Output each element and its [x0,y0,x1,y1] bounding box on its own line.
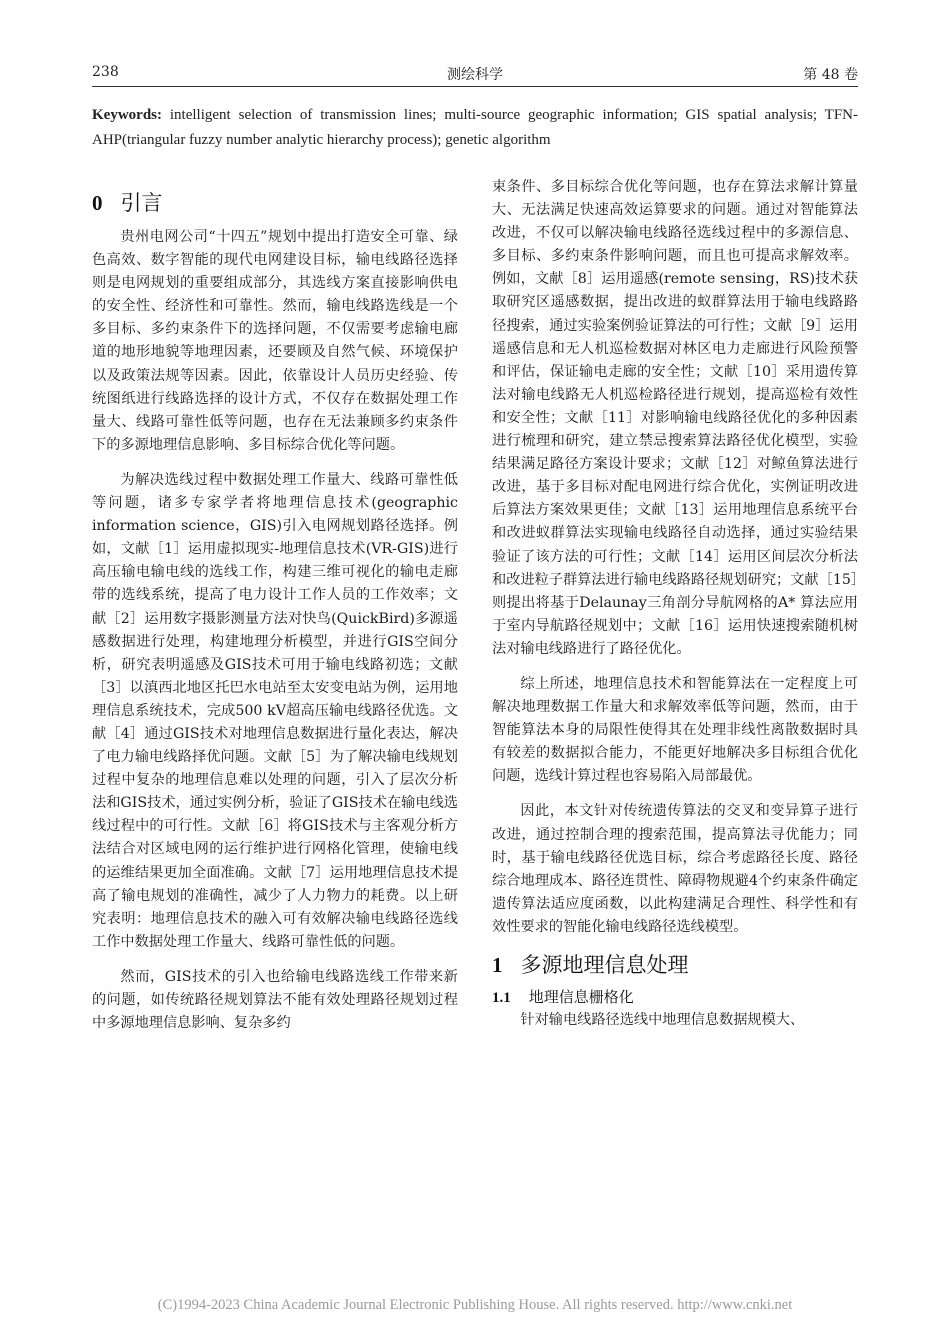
section-1-title: 多源地理信息处理 [520,953,689,977]
left-column [92,176,458,1035]
keywords-label: Keywords: [92,107,162,123]
intro-paragraph-5: 因此，本文针对传统遗传算法的交叉和变异算子进行改进，通过控制合理的搜索范围，提高算法寻优能力；同时，基于输电线路径优选目标，综合考虑路径长度、路径综合地理成本、路径连贯性、障碍物规避4个约束条件确定遗传算法适应度函数，以此构建满足合理性、科学性和有效性要求的智能化输电线路径选线模型。 [492,803,858,935]
section-1-heading [492,945,858,985]
subsection-1-1-number: 1.1 [492,990,511,1006]
subsection-1-1-paragraph: 针对输电线路径选线中地理信息数据规模大、 [520,1012,805,1028]
right-column [492,176,858,1032]
subsection-1-1-heading [492,985,858,1009]
intro-paragraph-3b: 束条件、多目标综合优化等问题，也存在算法求解计算量大、无法满足快速高效运算要求的问题。通过对智能算法改进，不仅可以解决输电线路径选线过程中的多源信息、多目标、多约束条件影响问题，而且也可提高求解效率。例如，文献［8］运用遥感(remote sensing，RS)技术获取研究区遥感数据，提出改进的蚁群算法用于输电线路路径搜索，通过实验案例验证算法的可行性；文献［9］运用遥感信息和无人机巡检数据对林区电力走廊进行风险预警和评估，保证输电走廊的安全性；文献［10］采用遗传算法对输电线路无人机巡检路径进行规划，提高巡检有效性和安全性；文献［11］对影响输电线路径优化的多种因素进行梳理和研究，建立禁忌搜索算法路径优化模型，实验结果满足路径方案设计要求；文献［12］对鲸鱼算法进行改进，基于多目标对配电网进行综合优化，实例证明改进后算法方案效果更佳；文献［13］运用地理信息系统平台和改进蚁群算法实现输电线路径自动选择，通过实验结果验证了该方法的可行性；文献［14］运用区间层次分析法和改进粒子群算法进行输电线路路径规划研究；文献［15］则提出将基于Delaunay三角剖分导航网格的A* 算法应用于室内导航路径规划中；文献［16］运用快速搜索随机树法对输电线路进行了路径优化。 [492,179,858,657]
section-0-title: 引言 [120,191,163,215]
intro-paragraph-4: 综上所述，地理信息技术和智能算法在一定程度上可解决地理数据工作量大和求解效率低等问题，然而，由于智能算法本身的局限性使得其在处理非线性离散数据时具有较差的数据拟合能力，不能更好地解决多目标组合优化问题，选线计算过程也容易陷入局部最优。 [492,675,858,785]
keywords-text: intelligent selection of transmission lines; multi-source geographic information; GIS spatial analysis; TFN-AHP(triangular fuzzy number analytic hierarchy process); genetic algorithm [92,107,858,148]
section-1-number: 1 [492,953,503,977]
header-rule [92,86,858,87]
subsection-1-1-title: 地理信息栅格化 [528,988,634,1006]
intro-paragraph-1: 贵州电网公司“十四五”规划中提出打造安全可靠、绿色高效、数字智能的现代电网建设目标，输电线路径选择则是电网规划的重要组成部分，其选线方案直接影响供电的安全性、经济性和可靠性。然而，输电线路选线是一个多目标、多约束条件下的选择问题，不仅需要考虑输电廊道的地形地貌等地理因素，还要顾及自然气候、环境保护以及政策法规等因素。因此，依靠设计人员历史经验、传统图纸进行线路选择的设计方式，不仅存在数据处理工作量大、线路可靠性低等问题，也存在无法兼顾多约束条件下的多源地理信息影响、多目标综合优化等问题。 [92,229,458,453]
paragraph-gap [92,954,458,966]
section-0-heading [92,180,458,226]
intro-paragraph-3a: 然而，GIS技术的引入也给输电线路选线工作带来新的问题，如传统路径规划算法不能有效处理路径规划过程中多源地理信息影响、复杂多约 [92,968,458,1032]
intro-paragraph-2: 为解决选线过程中数据处理工作量大、线路可靠性低等问题，诸多专家学者将地理信息技术(geographic information science，GIS)引入电网规划路径选择。例如，文献［1］运用虚拟现实-地理信息技术(VR-GIS)进行高压输电输电线的选线工作，构建三维可视化的输电走廊带的选线系统，提高了电力设计工作人员的工作效率；文献［2］运用数字摄影测量方法对快鸟(QuickBird)多源遥感数据进行处理，构建地理分析模型，并进行GIS空间分析，研究表明遥感及GIS技术可用于输电线路初选；文献［3］以滇西北地区托巴水电站至太安变电站为例，运用地理信息系统技术，完成500 kV超高压输电线路径优选。文献［4］通过GIS技术对地理信息数据进行量化表达，解决了电力输电线路择优问题。文献［5］为了解决输电线规划过程中复杂的地理信息难以处理的问题，引入了层次分析法和GIS技术，通过实例分析，验证了GIS技术在输电线选线过程中的可行性。文献［6］将GIS技术与主客观分析方法结合对区域电网的运行维护进行网格化管理，使输电线的运维结果更加全面准确。文献［7］运用地理信息技术提高了输电规划的准确性，减少了人力物力的耗费。以上研究表明：地理信息技术的融入可有效解决输电线路径选线工作中数据处理工作量大、线路可靠性低的问题。 [92,471,458,950]
paragraph-gap [92,457,458,469]
journal-name: 测绘科学 [447,67,503,83]
page-number: 238 [92,64,119,80]
paragraph-gap [492,788,858,800]
paragraph-gap [492,661,858,673]
copyright-footer: (C)1994-2023 China Academic Journal Electronic Publishing House. All rights reserved. http://www.cnki.net [157,1297,793,1313]
section-0-number: 0 [92,191,103,215]
volume-label: 第 48 卷 [803,67,858,83]
keywords-block [92,103,858,153]
running-header [92,60,858,84]
